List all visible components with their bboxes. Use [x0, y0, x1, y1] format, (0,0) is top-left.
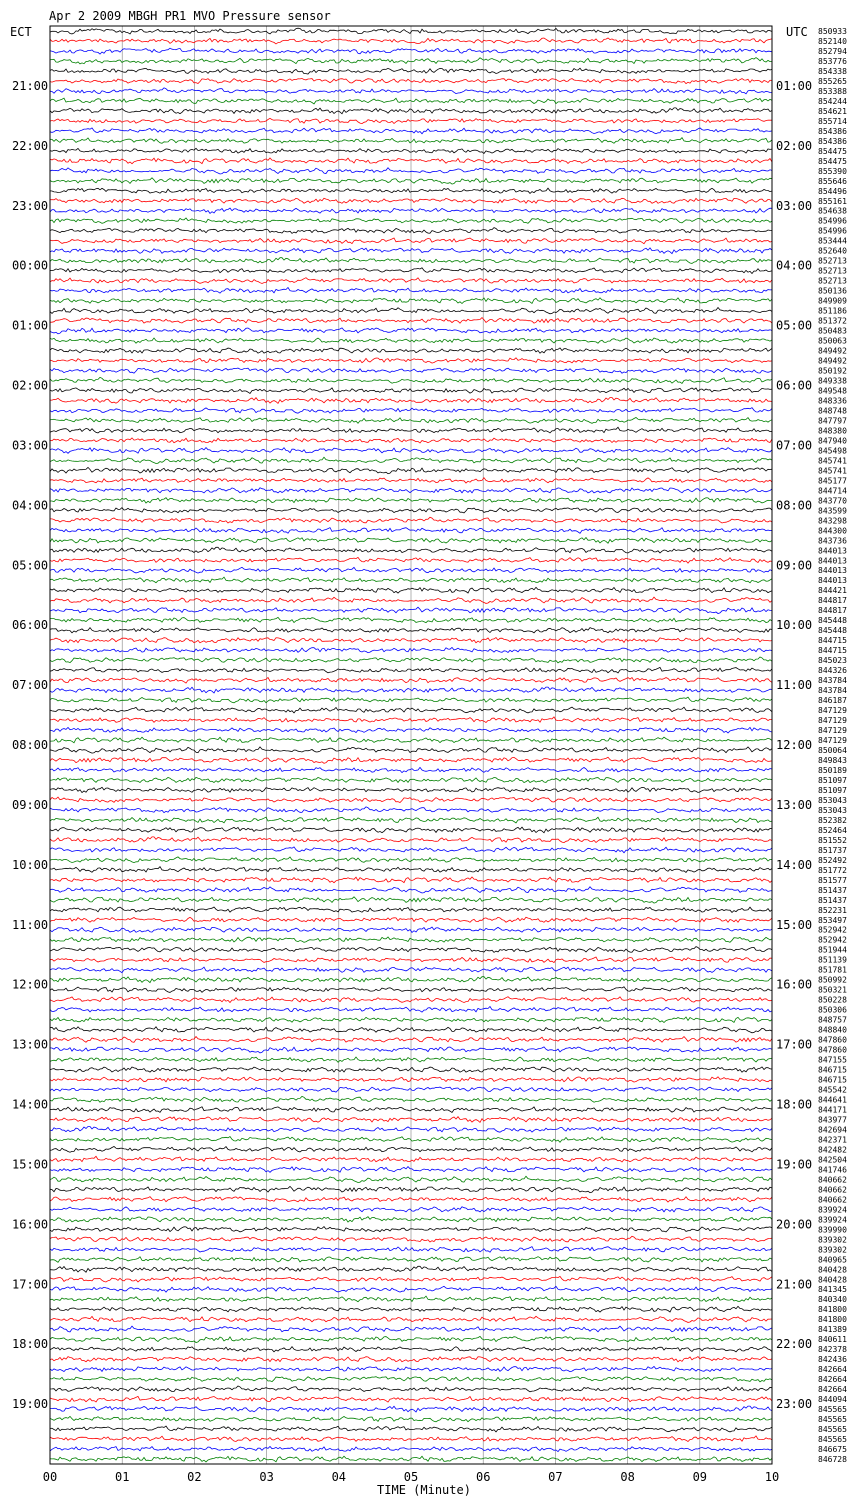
row-count: 847860 [818, 1035, 847, 1045]
row-count: 848336 [818, 396, 847, 406]
utc-hour-label: 05:00 [776, 318, 813, 333]
ect-hour-label: 21:00 [12, 78, 49, 93]
ect-hour-label: 11:00 [12, 917, 49, 932]
row-count: 850992 [818, 975, 847, 985]
utc-hour-label: 21:00 [776, 1277, 813, 1292]
row-count: 841746 [818, 1165, 847, 1175]
ect-hour-label: 02:00 [12, 378, 49, 393]
x-tick-label: 04 [331, 1470, 347, 1484]
row-count: 840662 [818, 1195, 847, 1205]
row-count: 848757 [818, 1015, 847, 1025]
row-count: 844641 [818, 1095, 847, 1105]
row-count: 847860 [818, 1045, 847, 1055]
row-count: 851139 [818, 955, 847, 965]
row-count: 846728 [818, 1455, 847, 1465]
x-tick-label: 10 [764, 1470, 780, 1484]
row-count: 854475 [818, 146, 847, 156]
row-count: 853388 [818, 86, 847, 96]
row-count: 854244 [818, 96, 847, 106]
row-count: 852713 [818, 276, 847, 286]
row-count: 855265 [818, 76, 847, 86]
row-count: 848380 [818, 426, 847, 436]
row-count: 847940 [818, 436, 847, 446]
left-axis-label: ECT [10, 25, 32, 39]
ect-hour-label: 18:00 [12, 1337, 49, 1352]
row-count: 845565 [818, 1435, 847, 1445]
row-count: 855646 [818, 176, 847, 186]
row-count: 849843 [818, 755, 847, 765]
row-count: 854386 [818, 126, 847, 136]
ect-hour-label: 23:00 [12, 198, 49, 213]
row-count: 844171 [818, 1105, 847, 1115]
ect-hour-label: 16:00 [12, 1217, 49, 1232]
row-count: 847129 [818, 736, 847, 746]
ect-hour-label: 14:00 [12, 1097, 49, 1112]
row-count: 844300 [818, 526, 847, 536]
utc-hour-label: 01:00 [776, 78, 813, 93]
x-tick-label: 02 [187, 1470, 202, 1484]
row-count: 855161 [818, 196, 847, 206]
row-count: 842664 [818, 1375, 847, 1385]
utc-hour-label: 13:00 [776, 797, 813, 812]
row-count: 839924 [818, 1215, 847, 1225]
row-count: 843977 [818, 1115, 847, 1125]
row-count: 843736 [818, 536, 847, 546]
row-count: 845565 [818, 1425, 847, 1435]
utc-hour-label: 16:00 [776, 977, 813, 992]
row-count: 849492 [818, 346, 847, 356]
row-count: 841345 [818, 1285, 847, 1295]
utc-hour-label: 23:00 [776, 1397, 813, 1412]
row-count: 851781 [818, 965, 847, 975]
row-count: 845565 [818, 1405, 847, 1415]
row-count: 844817 [818, 596, 847, 606]
utc-hour-label: 20:00 [776, 1217, 813, 1232]
row-count: 850321 [818, 985, 847, 995]
row-count: 848748 [818, 406, 847, 416]
x-tick-label: 07 [548, 1470, 563, 1484]
row-count: 842664 [818, 1385, 847, 1395]
row-count: 851437 [818, 895, 847, 905]
row-count: 855390 [818, 166, 847, 176]
row-count: 850306 [818, 1005, 847, 1015]
chart-title: Apr 2 2009 MBGH PR1 MVO Pressure sensor [49, 9, 331, 23]
utc-hour-label: 22:00 [776, 1337, 813, 1352]
row-count: 854996 [818, 226, 847, 236]
row-count: 844013 [818, 576, 847, 586]
row-count: 846715 [818, 1075, 847, 1085]
row-count: 853444 [818, 236, 847, 246]
row-count: 839990 [818, 1225, 847, 1235]
row-count: 840662 [818, 1175, 847, 1185]
row-count: 842694 [818, 1125, 847, 1135]
row-count: 854496 [818, 186, 847, 196]
row-count: 852492 [818, 855, 847, 865]
row-count: 850063 [818, 336, 847, 346]
row-count: 844013 [818, 556, 847, 566]
row-count: 854338 [818, 66, 847, 76]
ect-hour-label: 09:00 [12, 797, 49, 812]
x-tick-label: 00 [42, 1470, 58, 1484]
utc-hour-label: 15:00 [776, 917, 813, 932]
row-count: 847129 [818, 706, 847, 716]
utc-hour-label: 03:00 [776, 198, 813, 213]
row-count: 844715 [818, 646, 847, 656]
row-count: 845177 [818, 476, 847, 486]
row-count: 851097 [818, 775, 847, 785]
row-count: 851372 [818, 316, 847, 326]
row-count: 842482 [818, 1145, 847, 1155]
row-count: 852713 [818, 266, 847, 276]
utc-hour-label: 18:00 [776, 1097, 813, 1112]
x-tick-label: 09 [692, 1470, 708, 1484]
row-count: 842664 [818, 1365, 847, 1375]
row-count: 852640 [818, 246, 847, 256]
row-count: 845542 [818, 1085, 847, 1095]
ect-hour-label: 01:00 [12, 318, 49, 333]
row-count: 843599 [818, 506, 847, 516]
row-count: 844326 [818, 666, 847, 676]
row-count: 845448 [818, 616, 847, 626]
row-count: 850228 [818, 995, 847, 1005]
row-count: 840428 [818, 1265, 847, 1275]
row-count: 853776 [818, 56, 847, 66]
row-count: 840965 [818, 1255, 847, 1265]
x-tick-label: 06 [475, 1470, 491, 1484]
row-count: 844094 [818, 1395, 847, 1405]
row-count: 852794 [818, 46, 847, 56]
row-count: 844817 [818, 606, 847, 616]
row-count: 854621 [818, 106, 847, 116]
row-count: 847155 [818, 1055, 847, 1065]
row-count: 848840 [818, 1025, 847, 1035]
row-count: 852464 [818, 825, 847, 835]
row-count: 842371 [818, 1135, 847, 1145]
ect-hour-label: 19:00 [12, 1397, 49, 1412]
ect-hour-label: 15:00 [12, 1157, 49, 1172]
row-count: 846187 [818, 696, 847, 706]
row-count: 840428 [818, 1275, 847, 1285]
row-count: 855714 [818, 116, 847, 126]
row-count: 839924 [818, 1205, 847, 1215]
row-count: 850189 [818, 765, 847, 775]
row-count: 849909 [818, 296, 847, 306]
row-count: 841800 [818, 1315, 847, 1325]
ect-hour-label: 08:00 [12, 738, 49, 752]
utc-hour-label: 14:00 [776, 857, 813, 872]
row-count: 851577 [818, 875, 847, 885]
utc-hour-label: 10:00 [776, 618, 813, 633]
row-count: 852382 [818, 815, 847, 825]
row-count: 849338 [818, 376, 847, 386]
row-count: 852942 [818, 935, 847, 945]
row-count: 845741 [818, 466, 847, 476]
x-tick-label: 08 [620, 1470, 635, 1484]
row-count: 852140 [818, 36, 847, 46]
row-count: 842436 [818, 1355, 847, 1365]
row-count: 841800 [818, 1305, 847, 1315]
row-count: 854996 [818, 216, 847, 226]
utc-hour-label: 02:00 [776, 138, 813, 153]
right-axis-label: UTC [786, 25, 808, 39]
row-count: 851772 [818, 865, 847, 875]
row-count: 843784 [818, 676, 847, 686]
row-count: 843298 [818, 516, 847, 526]
row-count: 844714 [818, 486, 847, 496]
row-count: 845741 [818, 456, 847, 466]
x-axis-title: TIME (Minute) [377, 1483, 471, 1497]
row-count: 844013 [818, 546, 847, 556]
row-count: 854386 [818, 136, 847, 146]
row-count: 851552 [818, 835, 847, 845]
x-tick-label: 05 [403, 1470, 419, 1484]
row-count: 847129 [818, 726, 847, 736]
row-count: 853497 [818, 915, 847, 925]
utc-hour-label: 08:00 [776, 498, 813, 513]
utc-hour-label: 19:00 [776, 1157, 813, 1172]
ect-hour-label: 17:00 [12, 1277, 49, 1292]
utc-hour-label: 09:00 [776, 558, 813, 573]
row-count: 843784 [818, 686, 847, 696]
ect-hour-label: 13:00 [12, 1037, 49, 1052]
row-count: 844421 [818, 586, 847, 596]
row-count: 840662 [818, 1185, 847, 1195]
row-count: 847129 [818, 716, 847, 726]
row-count: 847797 [818, 416, 847, 426]
row-count: 850192 [818, 366, 847, 376]
row-count: 849492 [818, 356, 847, 366]
row-count: 845565 [818, 1415, 847, 1425]
row-count: 839302 [818, 1235, 847, 1245]
row-count: 851186 [818, 306, 847, 316]
utc-hour-label: 04:00 [776, 258, 813, 273]
row-count: 851737 [818, 845, 847, 855]
row-count: 846715 [818, 1065, 847, 1075]
ect-hour-label: 12:00 [12, 977, 49, 992]
row-count: 850933 [818, 26, 847, 36]
ect-hour-label: 03:00 [12, 438, 49, 453]
row-count: 842504 [818, 1155, 847, 1165]
ect-hour-label: 10:00 [12, 857, 49, 872]
row-count: 840340 [818, 1295, 847, 1305]
row-count: 849548 [818, 386, 847, 396]
row-count: 844013 [818, 566, 847, 576]
row-count: 854638 [818, 206, 847, 216]
utc-hour-label: 06:00 [776, 378, 813, 393]
row-count: 850483 [818, 326, 847, 336]
row-count: 843770 [818, 496, 847, 506]
x-tick-label: 03 [259, 1470, 274, 1484]
utc-hour-label: 17:00 [776, 1037, 813, 1052]
ect-hour-label: 06:00 [12, 618, 49, 633]
ect-hour-label: 04:00 [12, 498, 49, 513]
row-count: 845498 [818, 446, 847, 456]
row-count: 852942 [818, 925, 847, 935]
ect-hour-label: 22:00 [12, 138, 49, 153]
row-count: 850064 [818, 745, 847, 755]
row-count: 852713 [818, 256, 847, 266]
utc-hour-label: 12:00 [776, 738, 813, 752]
row-count: 854475 [818, 156, 847, 166]
row-count: 840611 [818, 1335, 847, 1345]
ect-hour-label: 05:00 [12, 558, 49, 573]
row-count: 850136 [818, 286, 847, 296]
row-count: 842378 [818, 1345, 847, 1355]
row-count: 851097 [818, 785, 847, 795]
row-count: 853043 [818, 795, 847, 805]
row-count: 853043 [818, 805, 847, 815]
row-count: 852231 [818, 905, 847, 915]
row-count: 845448 [818, 626, 847, 636]
row-counts [818, 27, 847, 1464]
row-count: 846675 [818, 1445, 847, 1455]
x-tick-label: 01 [114, 1470, 130, 1484]
row-count: 841389 [818, 1325, 847, 1335]
row-count: 851437 [818, 885, 847, 895]
row-count: 845023 [818, 656, 847, 666]
row-count: 851944 [818, 945, 847, 955]
row-count: 844715 [818, 636, 847, 646]
row-count: 839302 [818, 1245, 847, 1255]
ect-hour-label: 00:00 [12, 258, 49, 273]
utc-hour-label: 11:00 [776, 678, 813, 693]
ect-hour-label: 07:00 [12, 678, 49, 693]
utc-hour-label: 07:00 [776, 438, 813, 453]
